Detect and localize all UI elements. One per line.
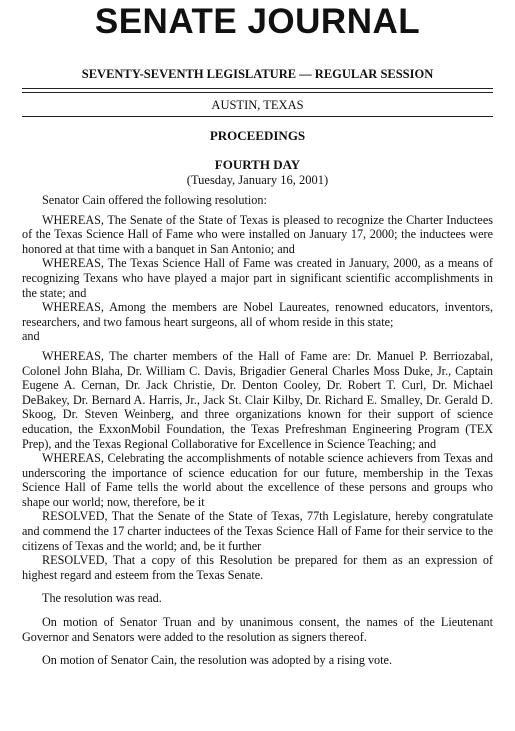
rule-divider [22, 116, 493, 117]
double-rule-divider [22, 88, 493, 93]
paragraph-whereas-3: WHEREAS, Among the members are Nobel Laureates, renowned educators, inventors, researchers, and two famous heart surgeons, all of whom reside in this state; [22, 300, 493, 329]
section-heading: PROCEEDINGS [209, 128, 306, 143]
paragraph-motion-cain: On motion of Senator Cain, the resolution was adopted by a rising vote. [42, 653, 392, 668]
session-heading: SEVENTY-SEVENTH LEGISLATURE — REGULAR SESSION [81, 67, 434, 81]
paragraph-and: and [22, 329, 40, 344]
paragraph-whereas-5: WHEREAS, Celebrating the accomplishments of notable science achievers from Texas and underscoring the importance of science education for our future, membership in the Texas Science Hall of Fame tells the world about the excellence of these persons and groups who shape our world; now, therefore, be it [22, 451, 493, 509]
paragraph-whereas-1: WHEREAS, The Senate of the State of Texas is pleased to recognize the Charter Inductees of the Texas Science Hall of Fame who were installed on January 17, 2000; the inductees were honored at that time with a banquet in San Antonio; and [22, 212, 493, 256]
date-line: (Tuesday, January 16, 2001) [186, 173, 329, 187]
paragraph-resolved-2: RESOLVED, That a copy of this Resolution be prepared for them as an expression of highest regard and esteem from the Texas Senate. [22, 553, 493, 582]
paragraph-motion-truan: On motion of Senator Truan and by unanimous consent, the names of the Lieutenant Governor and Senators were added to the resolution as signers thereof. [22, 615, 493, 644]
journal-body [22, 193, 493, 668]
journal-title: SENATE JOURNAL [94, 2, 421, 41]
day-heading: FOURTH DAY [214, 157, 301, 172]
paragraph-read: The resolution was read. [42, 591, 162, 606]
paragraph-whereas-4: WHEREAS, The charter members of the Hall of Fame are: Dr. Manuel P. Berriozabal, Colonel John Blaha, Dr. William C. Davis, Brigadier General Charles Moss Duke, Jr., Captain Eugene A. Cernan, Dr. Jack Christie, Dr. Denton Cooley, Dr. Robert T. Curl, Dr. Michael DeBakey, Dr. Bernard A. Harris, Jr., Jack St. Clair Kilby, Dr. Richard E. Smalley, Dr. Gerald D. Skoog, Dr. Steven Weinberg, and three organizations known for their support of science education, the ExxonMobil Foundation, the Texas Prefreshman Engineering Program (TEX Prep), and the Texas Regional Collaborative for Excellence in Science Teaching; and [22, 348, 493, 451]
paragraph-whereas-2: WHEREAS, The Texas Science Hall of Fame was created in January, 2000, as a means of recognizing Texans who have played a major part in significant scientific accomplishments in the state; and [22, 256, 493, 300]
paragraph-intro: Senator Cain offered the following resolution: [42, 193, 267, 207]
location-line: AUSTIN, TEXAS [211, 98, 304, 112]
paragraph-resolved-1: RESOLVED, That the Senate of the State of Texas, 77th Legislature, hereby congratulate and commend the 17 charter inductees of the Texas Science Hall of Fame for their service to the citizens of Texas and the world; and, be it further [22, 509, 493, 553]
